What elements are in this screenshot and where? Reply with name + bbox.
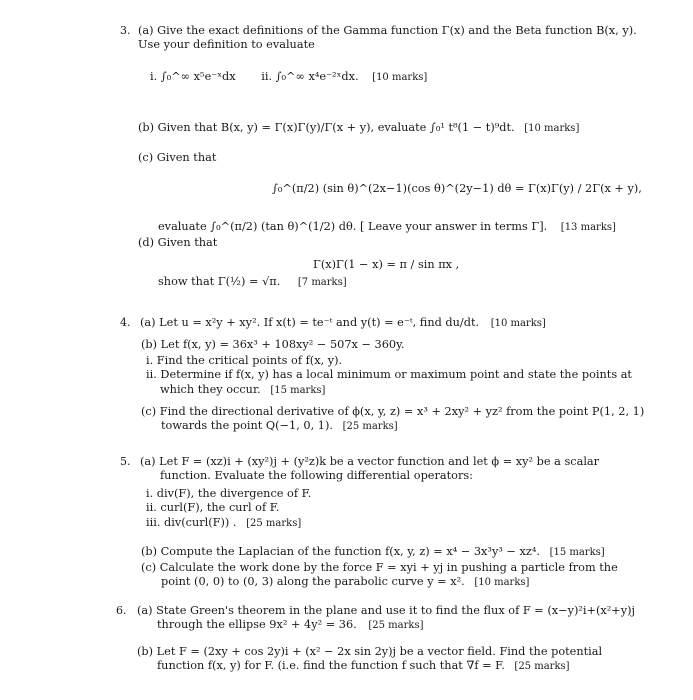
q6-a-marks: [25 marks] — [368, 620, 424, 632]
q4-part-b: (b) Let f(x, y) = 36x³ + 108xy² − 507x − 360y. — [141, 338, 405, 351]
q6-b-line2 — [137, 659, 602, 674]
q3-a-line1: (a) Give the exact definitions of the Gamma function Γ(x) and the Beta function B(x, y). — [138, 24, 637, 37]
q4-b-i: i. Find the critical points of f(x, y). — [146, 354, 343, 367]
q3-d-marks: [7 marks] — [297, 277, 347, 288]
q5-a-iii-row — [146, 516, 311, 531]
q6-a-line1: (a) State Green's theorem in the plane and use it to find the flux of F = (x−y)²i+(x²+y)j — [137, 604, 636, 617]
q3-c-formula: ∫₀^(π/2) (sin θ)^(2x−1)(cos θ)^(2y−1) dθ = Γ(x)Γ(y) / 2Γ(x + y), — [272, 182, 642, 195]
q5-a-ii: ii. curl(F), the curl of F. — [146, 501, 280, 515]
q4-part-c — [141, 405, 644, 434]
q5-part-c — [141, 561, 618, 590]
q6-part-b — [137, 645, 602, 674]
q3-a-items — [150, 70, 427, 85]
q3-d-label: (d) Given that — [138, 236, 218, 249]
q6-part-a — [137, 604, 635, 633]
q5-a-line1: (a) Let F = (xz)i + (xy²)j + (y²z)k be a vector function and let ϕ = xy² be a scalar — [140, 455, 600, 468]
q3-a-ii: ii. ∫₀^∞ x⁴e⁻²ˣdx. — [261, 70, 359, 83]
q4-c-line1: (c) Find the directional derivative of ϕ(x, y, z) = x³ + 2xy² + yz² from the point P(1, 2, 1) — [141, 405, 645, 418]
q5-b-text: (b) Compute the Laplacian of the function f(x, y, z) = x⁴ − 3x³y³ − xz⁴. — [141, 545, 540, 558]
q5-a-i: i. div(F), the divergence of F. — [146, 487, 312, 500]
q5-part-a — [140, 455, 599, 484]
q5-part-b — [141, 545, 605, 560]
q5-c-line2-text: point (0, 0) to (0, 3) along the parabolic curve y = x². — [161, 575, 465, 589]
q4-a-text: (a) Let u = x²y + xy². If x(t) = te⁻ᵗ and y(t) = e⁻ᵗ, find du/dt. — [140, 316, 480, 329]
q6-number: 6. — [116, 604, 127, 617]
q6-b-line2-text: function f(x, y) for F. (i.e. find the function f such that ∇f = F. — [157, 659, 505, 673]
q4-b-ii-line2 — [146, 383, 632, 398]
q5-number: 5. — [120, 455, 131, 468]
q3-c-marks: [13 marks] — [560, 222, 616, 233]
q4-b-marks: [15 marks] — [270, 384, 326, 396]
q5-a-subitems — [146, 487, 311, 531]
q3-a-marks: [10 marks] — [372, 72, 428, 83]
q5-b-marks: [15 marks] — [549, 547, 605, 558]
q3-part-a — [138, 24, 637, 53]
q4-part-a — [140, 316, 546, 331]
q4-c-line2 — [141, 419, 644, 434]
q5-c-line2 — [141, 575, 618, 590]
q4-c-line2-text: towards the point Q(−1, 0, 1). — [161, 419, 333, 433]
q3-d-formula: Γ(x)Γ(1 − x) = π / sin πx , — [313, 258, 460, 271]
q6-a-line2-text: through the ellipse 9x² + 4y² = 36. — [157, 618, 357, 632]
q5-a-marks: [25 marks] — [246, 517, 302, 529]
q3-part-b — [138, 121, 579, 136]
q6-b-marks: [25 marks] — [514, 661, 570, 673]
q6-b-line1: (b) Let F = (2xy + cos 2y)i + (x² − 2x sin 2y)j be a vector field. Find the potential — [137, 645, 603, 658]
q3-d-show — [158, 275, 347, 290]
q4-b-ii-line1: ii. Determine if f(x, y) has a local minimum or maximum point and state the points at — [146, 368, 632, 382]
q5-c-line1: (c) Calculate the work done by the force F = xyi + yj in pushing a particle from the — [141, 561, 618, 574]
q3-a-i: i. ∫₀^∞ x⁵e⁻ˣdx — [150, 70, 236, 83]
q5-a-line2: function. Evaluate the following differential operators: — [160, 469, 473, 483]
q6-a-line2 — [137, 618, 635, 633]
q3-c-evaluate — [158, 220, 616, 235]
q3-number: 3. — [120, 24, 131, 37]
q3-b-text: (b) Given that B(x, y) = Γ(x)Γ(y)/Γ(x + y), evaluate ∫₀¹ t⁸(1 − t)⁹dt. — [138, 121, 515, 134]
q4-number: 4. — [120, 316, 131, 329]
q5-a-iii: iii. div(curl(F)) . — [146, 515, 237, 529]
q3-b-marks: [10 marks] — [524, 123, 580, 134]
q4-c-marks: [25 marks] — [342, 421, 398, 433]
q5-c-marks: [10 marks] — [474, 577, 530, 589]
q3-a-line2: Use your definition to evaluate — [138, 38, 315, 52]
q4-b-ii-line2-text: which they occur. — [160, 382, 261, 396]
q4-b-subitems — [146, 354, 632, 398]
q3-c-eval-text: evaluate ∫₀^(π/2) (tan θ)^(1/2) dθ. [ Leave your answer in terms Γ]. — [158, 220, 548, 233]
q3-c-label: (c) Given that — [138, 151, 217, 164]
q4-a-marks: [10 marks] — [490, 318, 546, 329]
q3-d-show-text: show that Γ(½) = √π. — [158, 275, 281, 288]
